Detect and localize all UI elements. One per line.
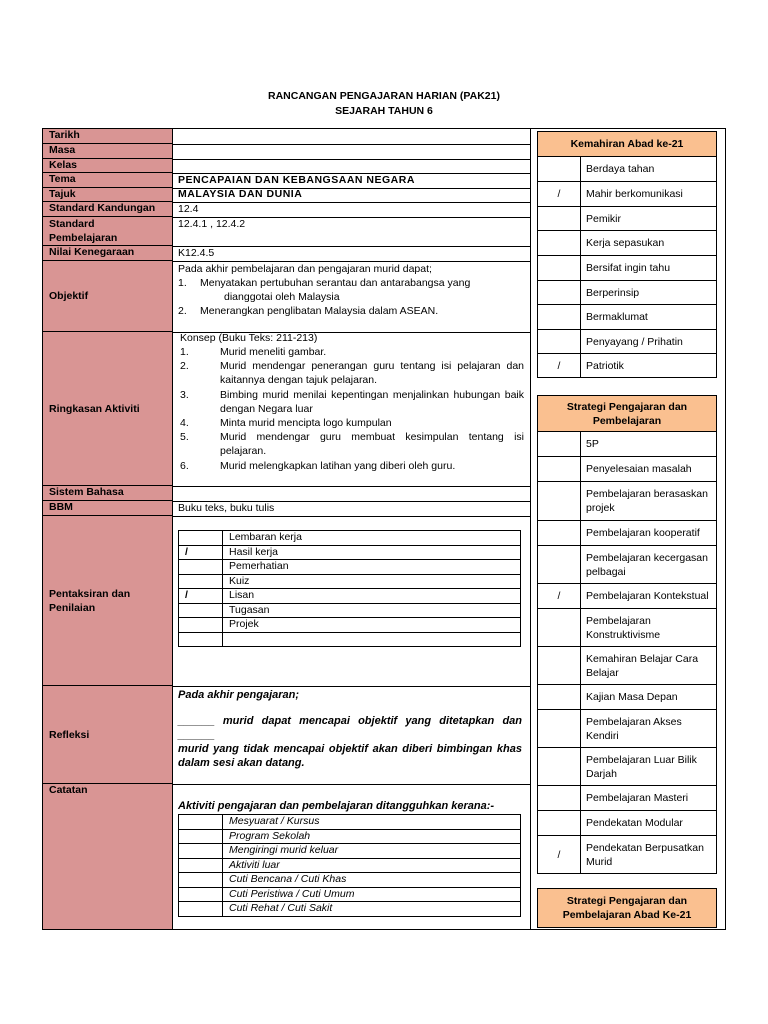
check-cell[interactable]: / — [538, 584, 581, 608]
kemahiran-row — [537, 354, 717, 378]
check-cell[interactable] — [538, 207, 581, 230]
item-label: Pembelajaran kooperatif — [586, 527, 700, 539]
label-tema: Tema — [43, 173, 172, 188]
catatan-checkbox[interactable] — [179, 829, 223, 844]
pentaksiran-label: Kuiz — [223, 574, 521, 589]
row-line — [172, 159, 530, 160]
label-kelas: Kelas — [43, 159, 172, 173]
catatan-label: Program Sekolah — [223, 829, 521, 844]
kemahiran-row — [537, 207, 717, 231]
item-label: Mahir berkomunikasi — [586, 188, 683, 200]
pentaksiran-row — [179, 560, 521, 575]
pentaksiran-checkbox[interactable]: / — [179, 545, 223, 560]
row-line — [172, 202, 530, 203]
strategi-row — [537, 609, 717, 647]
check-cell[interactable] — [538, 432, 581, 456]
objektif-item: 2. Menerangkan penglibatan Malaysia dalam ASEAN. — [178, 305, 439, 317]
objektif-intro: Pada akhir pembelajaran dan pengajaran murid dapat; — [178, 263, 432, 275]
check-cell[interactable] — [538, 231, 581, 255]
strategi-row — [537, 811, 717, 836]
strategi-row — [537, 546, 717, 584]
check-cell[interactable] — [538, 748, 581, 785]
standard-pembelajaran-value: 12.4.1 , 12.4.2 — [178, 218, 246, 230]
item-label: Pembelajaran berasaskan projek — [586, 488, 708, 514]
document-subtitle: SEJARAH TAHUN 6 — [335, 105, 433, 117]
item-label: Pendekatan Berpusatkan Murid — [586, 841, 704, 868]
label-objektif: Objektif — [43, 261, 172, 332]
label-nilai-kenegaraan: Nilai Kenegaraan — [43, 246, 172, 261]
pentaksiran-label: Pemerhatian — [223, 560, 521, 575]
label-standard-kandungan: Standard Kandungan — [43, 202, 172, 217]
catatan-intro: Aktiviti pengajaran dan pembelajaran ditangguhkan kerana:- — [178, 800, 495, 812]
strategi-row — [537, 521, 717, 546]
pentaksiran-label: Projek — [223, 618, 521, 633]
catatan-checkbox[interactable] — [179, 887, 223, 902]
label-refleksi: Refleksi — [43, 686, 172, 784]
strategi-row — [537, 432, 717, 457]
tema-value: PENCAPAIAN DAN KEBANGSAAN NEGARA — [178, 174, 415, 186]
kemahiran-row — [537, 231, 717, 256]
catatan-label: Cuti Bencana / Cuti Khas — [223, 873, 521, 888]
item-label: Bermaklumat — [586, 311, 648, 323]
document-title: RANCANGAN PENGAJARAN HARIAN (PAK21) — [268, 90, 500, 102]
catatan-label: Mengiringi murid keluar — [223, 844, 521, 859]
item-label: Penyelesaian masalah — [586, 463, 692, 475]
label-column-divider — [172, 129, 173, 930]
pentaksiran-checkbox[interactable] — [179, 560, 223, 575]
activity-item: 1. Murid meneliti gambar. — [180, 346, 327, 358]
item-label: Penyayang / Prihatin — [586, 335, 683, 348]
kemahiran-row — [537, 305, 717, 330]
row-line — [172, 784, 530, 785]
catatan-label: Cuti Peristiwa / Cuti Umum — [223, 887, 521, 902]
pentaksiran-checkbox[interactable] — [179, 618, 223, 633]
strategi-header: Strategi Pengajaran dan Pembelajaran — [537, 395, 717, 432]
check-cell[interactable] — [538, 482, 581, 520]
catatan-row — [179, 844, 521, 859]
item-label: Kerja sepasukan — [586, 237, 665, 249]
pentaksiran-row — [179, 618, 521, 633]
item-label: Pembelajaran Masteri — [586, 792, 689, 804]
strategi-row — [537, 685, 717, 710]
pentaksiran-table — [178, 530, 521, 647]
label-catatan: Catatan — [43, 784, 172, 929]
pentaksiran-row — [179, 531, 521, 546]
item-label: Pendekatan Modular — [586, 817, 683, 829]
strategi-row — [537, 584, 717, 609]
check-cell[interactable] — [538, 521, 581, 545]
pentaksiran-checkbox[interactable]: / — [179, 589, 223, 604]
item-label: Bersifat ingin tahu — [586, 262, 671, 274]
row-line — [172, 486, 530, 487]
pentaksiran-checkbox[interactable] — [179, 574, 223, 589]
label-masa: Masa — [43, 144, 172, 159]
refleksi-intro: Pada akhir pengajaran; — [178, 689, 300, 701]
row-line — [172, 144, 530, 145]
activity-item: 4. Minta murid mencipta logo kumpulan — [180, 417, 392, 430]
activity-list — [180, 345, 524, 473]
item-label: Pembelajaran Kontekstual — [586, 590, 709, 602]
content-column-divider — [530, 129, 531, 930]
item-label: Pembelajaran Akses Kendiri — [586, 715, 682, 742]
pentaksiran-label: Lembaran kerja — [223, 531, 521, 546]
kemahiran-row — [537, 157, 717, 182]
catatan-label: Cuti Rehat / Cuti Sakit — [223, 902, 521, 917]
activity-item: 5. Murid mendengar guru membuat kesimpulan tentang isi pelajaran. — [180, 431, 524, 458]
catatan-checkbox[interactable] — [179, 858, 223, 873]
refleksi-line: dalam sesi akan datang. — [178, 757, 305, 769]
item-label: Berperinsip — [586, 286, 640, 299]
strategi-row — [537, 482, 717, 521]
objektif-item: 1. Menyatakan pertubuhan serantau dan antarabangsa yang dianggotai oleh Malaysia — [178, 277, 471, 303]
catatan-row — [179, 815, 521, 830]
catatan-table — [178, 814, 521, 917]
kemahiran-row — [537, 281, 717, 305]
catatan-checkbox[interactable] — [179, 902, 223, 917]
check-cell[interactable] — [538, 685, 581, 709]
label-bbm: BBM — [43, 501, 172, 516]
label-tajuk: Tajuk — [43, 188, 172, 202]
nilai-kenegaraan-value: K12.4.5 — [178, 247, 215, 259]
check-cell[interactable]: / — [538, 836, 581, 873]
activity-item: 3. Bimbing murid menilai kepentingan menjalinkan hubungan baik dengan Negara luar — [180, 388, 524, 415]
check-cell[interactable] — [538, 256, 581, 280]
strategi-row — [537, 786, 717, 811]
catatan-row — [179, 873, 521, 888]
pentaksiran-label: Hasil kerja — [223, 545, 521, 560]
pentaksiran-checkbox[interactable] — [179, 632, 223, 647]
catatan-checkbox[interactable] — [179, 815, 223, 830]
item-label: Pemikir — [586, 212, 622, 225]
refleksi-line: murid yang tidak mencapai objektif akan diberi bimbingan khas — [178, 743, 522, 755]
activity-item: 2. Murid mendengar penerangan guru tentang isi pelajaran dan kaitannya dengan tajuk pelajaran. — [180, 360, 524, 387]
label-tarikh: Tarikh — [43, 129, 172, 144]
check-cell[interactable] — [538, 546, 581, 583]
pentaksiran-checkbox[interactable] — [179, 531, 223, 546]
pentaksiran-label — [223, 632, 521, 647]
label-pentaksiran: Pentaksiran dan Penilaian — [43, 516, 172, 686]
strategi-row — [537, 836, 717, 874]
check-cell[interactable] — [538, 609, 581, 646]
item-label: Kemahiran Belajar Cara Belajar — [586, 652, 699, 679]
catatan-row — [179, 858, 521, 873]
strategi-row — [537, 748, 717, 786]
refleksi-content — [178, 688, 522, 770]
objektif-content — [178, 262, 524, 318]
strategi-row — [537, 457, 717, 482]
pentaksiran-row — [179, 545, 521, 560]
check-cell[interactable]: / — [538, 182, 581, 206]
kemahiran-header: Kemahiran Abad ke-21 — [537, 131, 717, 157]
pentaksiran-row — [179, 589, 521, 604]
bbm-value: Buku teks, buku tulis — [178, 502, 275, 514]
pentaksiran-checkbox[interactable] — [179, 603, 223, 618]
check-cell[interactable] — [538, 305, 581, 329]
strategi-row — [537, 710, 717, 748]
check-cell[interactable] — [538, 786, 581, 810]
catatan-checkbox[interactable] — [179, 873, 223, 888]
strategi21-header: Strategi Pengajaran dan Pembelajaran Abad Ke-21 — [537, 888, 717, 928]
item-label: Pembelajaran kecergasan pelbagai — [586, 551, 708, 578]
pentaksiran-label: Lisan — [223, 589, 521, 604]
catatan-label: Aktiviti luar — [223, 858, 521, 873]
kemahiran-row — [537, 182, 717, 207]
item-label: Kajian Masa Depan — [586, 691, 678, 703]
label-sistem-bahasa: Sistem Bahasa — [43, 486, 172, 501]
tajuk-value: MALAYSIA DAN DUNIA — [178, 188, 303, 200]
pentaksiran-row — [179, 632, 521, 647]
check-cell[interactable] — [538, 457, 581, 481]
kemahiran-row — [537, 330, 717, 354]
catatan-checkbox[interactable] — [179, 844, 223, 859]
pentaksiran-label: Tugasan — [223, 603, 521, 618]
kemahiran-row — [537, 256, 717, 281]
check-cell[interactable] — [538, 157, 581, 181]
check-cell[interactable]: / — [538, 354, 581, 377]
pentaksiran-row — [179, 574, 521, 589]
catatan-row — [179, 829, 521, 844]
item-label: Patriotik — [586, 359, 624, 372]
standard-kandungan-value: 12.4 — [178, 203, 199, 215]
item-label: 5P — [586, 438, 599, 450]
item-label: Berdaya tahan — [586, 163, 655, 175]
check-cell[interactable] — [538, 710, 581, 747]
catatan-row — [179, 902, 521, 917]
ringkasan-content — [180, 331, 524, 473]
check-cell[interactable] — [538, 281, 581, 304]
activity-item: 6. Murid melengkapkan latihan yang diberi oleh guru. — [180, 459, 456, 472]
row-line — [172, 686, 530, 687]
check-cell[interactable] — [538, 811, 581, 835]
check-cell[interactable] — [538, 647, 581, 684]
item-label: Pembelajaran Luar Bilik Darjah — [586, 753, 697, 780]
label-ringkasan-aktiviti: Ringkasan Aktiviti — [43, 332, 172, 486]
pentaksiran-row — [179, 603, 521, 618]
strategi-row — [537, 647, 717, 685]
refleksi-line: ______ murid dapat mencapai objektif yang ditetapkan dan ______ — [178, 715, 522, 741]
row-line — [172, 516, 530, 517]
item-label: Pembelajaran Konstruktivisme — [586, 614, 661, 641]
row-line — [172, 246, 530, 247]
ringkasan-intro: Konsep (Buku Teks: 211-213) — [180, 332, 318, 344]
catatan-row — [179, 887, 521, 902]
catatan-label: Mesyuarat / Kursus — [223, 815, 521, 830]
label-standard-pembelajaran: Standard Pembelajaran — [43, 217, 172, 246]
check-cell[interactable] — [538, 330, 581, 353]
